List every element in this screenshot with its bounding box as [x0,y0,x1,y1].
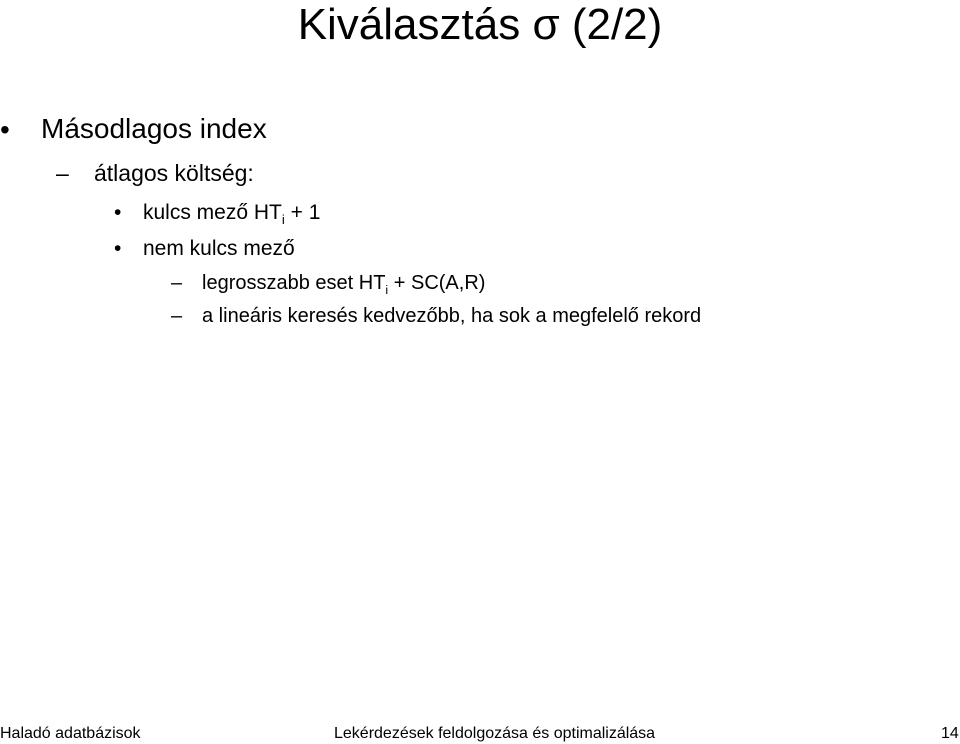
footer-course-name: Haladó adatbázisok [0,725,141,742]
bullet-item-kulcs-mezo [143,201,321,227]
subscript-i: i [281,211,285,227]
kulcs-mezo-suffix: + 1 [284,201,321,224]
bullet-item-masodlagos-index: Másodlagos index [41,113,267,144]
bullet-marker: • [0,114,10,145]
legrosszabb-eset-suffix: + SC(A,R) [388,272,486,294]
subscript-i: i [385,282,389,297]
legrosszabb-eset-text: legrosszabb eset HT [202,272,386,294]
dash-item-atlagos-koltseg: átlagos költség: [94,160,254,186]
slide-title [0,0,960,50]
dash-item-linearis-kereses: a lineáris keresés kedvezőbb, ha sok a megfelelő rekord [202,305,702,327]
bullet-marker: • [114,237,122,260]
dash-marker: – [171,272,183,294]
kulcs-mezo-text: kulcs mező HT [143,201,282,224]
slide-title-text: Kiválasztás σ (2/2) [297,0,663,49]
footer-page-number: 14 [941,725,959,742]
bullet-marker: • [114,201,122,224]
dash-marker: – [56,160,69,186]
bullet-item-nem-kulcs-mezo: nem kulcs mező [143,237,295,260]
footer-chapter-title: Lekérdezések feldolgozása és optimalizálása [334,725,656,742]
dash-item-legrosszabb-eset [202,272,486,297]
dash-marker: – [171,305,183,327]
